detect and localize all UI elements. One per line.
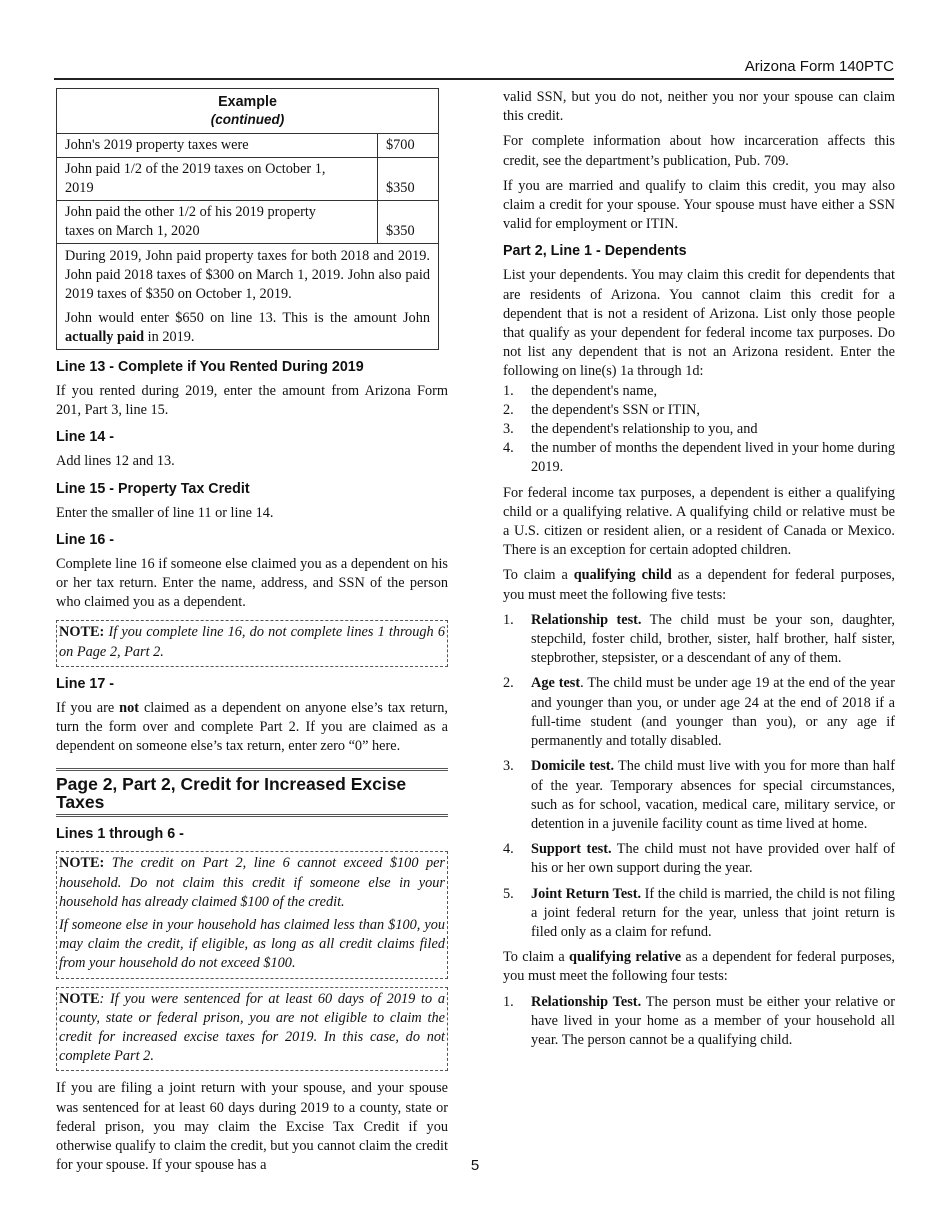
example-title: Example	[218, 94, 277, 110]
excise-note-box	[56, 851, 448, 978]
prison-note: NOTE: If you were sentenced for at least 60 days of 2019 to a county, state or federal prison, you are not eligible to claim the credit for increased excise taxes for 2019. In this case, do not complete Part 2.	[59, 990, 445, 1065]
line16-note: NOTE: If you complete line 16, do not complete lines 1 through 6 on Page 2, Part 2.	[59, 624, 445, 660]
example-note-2: John would enter $650 on line 13. This is the amount John actually paid in 2019.	[65, 310, 430, 345]
example-row-amount: $350	[378, 158, 439, 201]
example-notes	[57, 244, 439, 350]
joint-return-text: If you are filing a joint return with your spouse, and your spouse was sentenced for at least 60 days during 2019 to a county, state or federal prison, you may claim the Excise Tax Credit if you otherwise qualify to claim the credit, but you cannot claim the credit for your spouse. If your spouse has a	[56, 1080, 448, 1174]
line16-text: Complete line 16 if someone else claimed you as a dependent on his or her tax return. Enter the name, address, and SSN of the person who claimed you as a dependent.	[56, 555, 448, 611]
left-column	[56, 88, 448, 1181]
relative-tests-list	[503, 993, 895, 1051]
list-item: 4. Support test. The child must not have provided over half of his or her own support during the year.	[503, 841, 895, 877]
line16-heading: Line 16 -	[56, 531, 114, 548]
form-name: Arizona Form 140PTC	[744, 58, 894, 75]
excise-note-2: If someone else in your household has claimed less than $100, you may claim the credit, if eligible, as long as all credit claims filed from your household do not exceed $100.	[59, 917, 445, 972]
dependents-list	[503, 382, 895, 478]
example-row-amount: $350	[378, 201, 439, 244]
example-row	[57, 134, 439, 158]
line16-note-box	[56, 620, 448, 666]
married-text: If you are married and qualify to claim this credit, you may also claim a credit for your spouse. Your spouse must have either a SSN valid for employment or ITIN.	[503, 177, 895, 233]
example-row-desc: John paid the other 1/2 of his 2019 property taxes on March 1, 2020	[57, 201, 378, 244]
example-subtitle: (continued)	[210, 112, 285, 127]
line15-text: Enter the smaller of line 11 or line 14.	[56, 504, 274, 521]
list-item: 1. Relationship Test. The person must be either your relative or have lived in your home as a member of your household all year. The person cannot be a qualifying child.	[503, 993, 895, 1048]
list-item: 1. Relationship test. The child must be your son, daughter, stepchild, foster child, brother, sister, half brother, half sister, stepbrother, stepsister, or a descendant of any of them.	[503, 611, 895, 667]
list-item: 2. Age test. The child must be under age 19 at the end of the year and younger than you, or under age 24 at the end of 2018 if a full-time student (and younger than you), or any age if permanently and totally disabled.	[503, 675, 895, 750]
example-heading	[57, 89, 439, 134]
example-row-amount: $700	[378, 134, 439, 158]
example-note-1: During 2019, John paid property taxes for both 2018 and 2019. John paid 2018 taxes of $300 on March 1, 2019. John also paid 2019 taxes of $350 on October 1, 2019.	[65, 248, 430, 302]
line17-heading: Line 17 -	[56, 675, 114, 692]
part2-heading: Page 2, Part 2, Credit for Increased Excise Taxes	[56, 768, 448, 817]
list-item: 1. the dependent's name,	[503, 382, 658, 399]
example-row	[57, 201, 439, 244]
list-item: 3. the dependent's relationship to you, and	[503, 421, 758, 438]
excise-note-1: NOTE: The credit on Part 2, line 6 cannot exceed $100 per household. Do not claim this credit if someone else in your household has already claimed $100 of the credit.	[59, 855, 445, 910]
line15-heading: Line 15 - Property Tax Credit	[56, 480, 250, 497]
example-row-desc: John's 2019 property taxes were	[57, 134, 378, 158]
example-row-desc: John paid 1/2 of the 2019 taxes on October 1, 2019	[57, 158, 378, 201]
line17-text: If you are not claimed as a dependent on anyone else’s tax return, turn the form over and complete Part 2. If you are claimed as a dependent on someone else’s tax return, enter zero “0” here.	[56, 699, 448, 755]
example-row	[57, 158, 439, 201]
list-item: 4. the number of months the dependent lived in your home during 2019.	[503, 440, 895, 476]
line14-heading: Line 14 -	[56, 429, 114, 446]
prison-note-box	[56, 987, 448, 1072]
list-item: 3. Domicile test. The child must live with you for more than half of the year. Temporary absences for special circumstances, such as for school, vacation, medical care, military service, or detention in a juvenile facility count as time lived at home.	[503, 758, 896, 832]
child-tests-list	[503, 611, 895, 942]
line13-text: If you rented during 2019, enter the amount from Arizona Form 201, Part 3, line 15.	[56, 383, 448, 419]
header-rule	[54, 78, 894, 80]
dependents-heading: Part 2, Line 1 - Dependents	[503, 243, 687, 260]
dependents-text: List your dependents. You may claim this credit for dependents that are residents of Arizona. You cannot claim this credit for a dependent that is not a resident of Arizona. List only those people that qualify as your dependent for federal income tax purposes. Do not list any dependent that is not an Arizona resident. Enter the following on line(s) 1a through 1d:	[503, 267, 895, 380]
publication-text: For complete information about how incarceration affects this credit, see the department’s publication, Pub. 709.	[503, 133, 895, 169]
page-number: 5	[470, 1157, 480, 1174]
qualifying-child-intro: To claim a qualifying child as a dependent for federal purposes, you must meet the following five tests:	[503, 567, 895, 603]
list-item: 5. Joint Return Test. If the child is married, the child is not filing a joint federal return for the year, unless that joint return is filed only as a claim for refund.	[503, 885, 895, 940]
continued-text: valid SSN, but you do not, neither you nor your spouse can claim this credit.	[503, 89, 895, 125]
qualifying-relative-intro: To claim a qualifying relative as a dependent for federal purposes, you must meet the following four tests:	[503, 949, 895, 985]
line13-heading: Line 13 - Complete if You Rented During 2019	[56, 359, 364, 375]
example-table	[56, 88, 439, 350]
line14-text: Add lines 12 and 13.	[56, 453, 175, 470]
right-column	[503, 88, 895, 1056]
lines1to6-heading: Lines 1 through 6 -	[56, 826, 184, 843]
federal-dependent-text: For federal income tax purposes, a dependent is either a qualifying child or a qualifying relative. A qualifying child or relative must be a U.S. citizen or resident alien, or a resident of Canada or Mexico. There is an exception for certain adopted children.	[503, 484, 895, 559]
list-item: 2. the dependent's SSN or ITIN,	[503, 401, 700, 418]
